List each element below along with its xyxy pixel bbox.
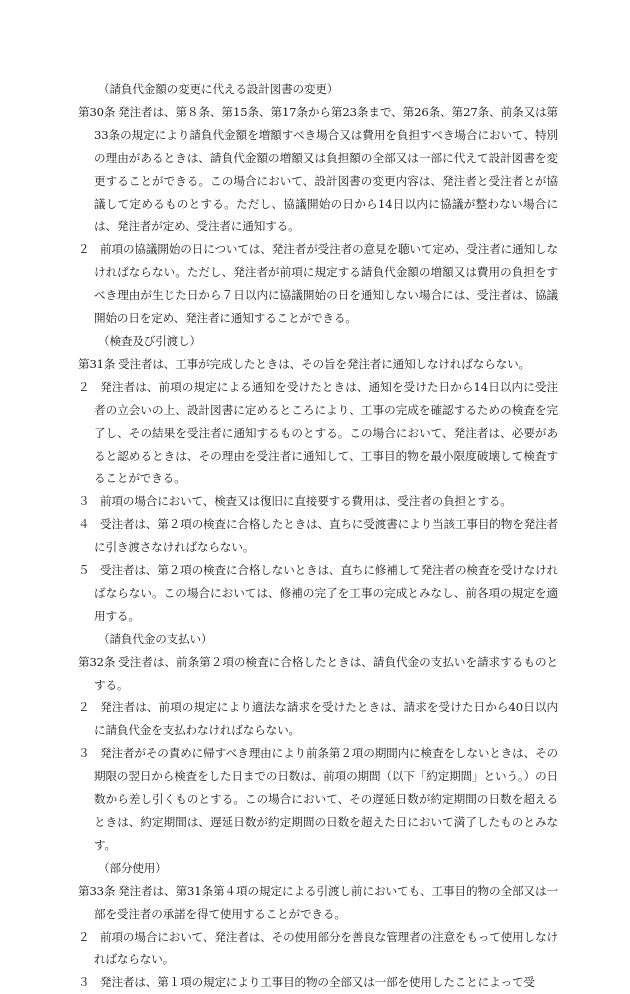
- paragraph-text: 発注者は、前項の規定による通知を受けたときは、通知を受けた日から14日以内に受注者の立会いの上、設計図書に定めるところにより、工事の完成を確認するための検査を完了し、その結果を受注者に通知するものとする。この場合において、発注者は、必要があると認めるときは、その理由を受注者に通知して、工事目的物を最小限度破壊して検査することができる。: [94, 379, 558, 486]
- article-30-text: 発注者は、第８条、第15条、第17条から第23条まで、第26条、第27条、前条又は第33条の規定により請負代金額を増額すべき場合又は費用を負担すべき場合において、特別の理由があるときは、請負代金額の増額又は負担額の全部又は一部に代えて設計図書を変更することができる。この場合において、設計図書の変更内容は、発注者と受注者とが協議して定めるものとする。ただし、協議開始の日から14日以内に協議が整わない場合には、発注者が定め、受注者に通知する。: [94, 104, 558, 234]
- article-31-heading: （検査及び引渡し）: [98, 333, 201, 348]
- paragraph-number: ２: [78, 700, 90, 715]
- paragraph-number: ４: [78, 517, 90, 532]
- paragraph-number: ５: [78, 563, 90, 578]
- paragraph-text: 発注者は、第１項の規定により工事目的物の全部又は一部を使用したことによって受: [100, 975, 535, 990]
- article-32-paragraph-1: [78, 651, 558, 697]
- article-33-number: 第33条: [78, 883, 116, 898]
- paragraph-text: 前項の場合において、検査又は復旧に直接要する費用は、受注者の負担とする。: [100, 494, 512, 509]
- article-31-paragraph-4: [78, 513, 558, 559]
- article-31-paragraph-3: [78, 490, 558, 513]
- article-31-paragraph-1: [78, 353, 558, 376]
- article-30-paragraph-2: [78, 238, 558, 330]
- article-32-text: 受注者は、前条第２項の検査に合格したときは、請負代金の支払いを請求するものとする。: [94, 654, 558, 692]
- article-30-number: 第30条: [78, 104, 116, 119]
- paragraph-text: 前項の協議開始の日については、発注者が受注者の意見を聴いて定め、受注者に通知しなければならない。ただし、発注者が前項に規定する請負代金額の増額又は費用の負担をすべき理由が生じた日から７日以内に協議開始の日を通知しない場合には、受注者は、協議開始の日を定め、発注者に通知することができる。: [94, 242, 558, 326]
- article-33-paragraph-2: [78, 926, 558, 972]
- paragraph-text: 受注者は、第２項の検査に合格しないときは、直ちに修補して発注者の検査を受けなければならない。この場合においては、修補の完了を工事の完成とみなし、前各項の規定を適用する。: [94, 563, 558, 623]
- article-32-paragraph-2: [78, 696, 558, 742]
- article-31-paragraph-2: [78, 376, 558, 491]
- article-30-heading: （請負代金額の変更に代える設計図書の変更）: [98, 82, 339, 96]
- article-30-paragraph-1: [78, 101, 558, 238]
- article-33-heading: （部分使用）: [98, 860, 167, 875]
- paragraph-number: ２: [78, 379, 90, 394]
- paragraph-text: 発注者は、前項の規定により適法な請求を受けたときは、請求を受けた日から40日以内に請負代金を支払わなければならない。: [94, 700, 558, 738]
- paragraph-number: ３: [78, 975, 90, 990]
- paragraph-number: ２: [78, 929, 90, 944]
- article-31-paragraph-5: [78, 559, 558, 628]
- paragraph-number: ３: [78, 494, 90, 509]
- paragraph-text: 受注者は、第２項の検査に合格したときは、直ちに受渡書により当該工事目的物を発注者に引き渡さなければならない。: [94, 517, 558, 555]
- article-32-paragraph-3: [78, 742, 558, 857]
- article-32-heading: （請負代金の支払い）: [98, 631, 213, 646]
- paragraph-text: 発注者がその責めに帰すべき理由により前条第２項の期間内に検査をしないときは、その期限の翌日から検査をした日までの日数は、前項の期間（以下「約定期間」という。）の日数から差し引くものとする。この場合において、その遅延日数が約定期間の日数を超えるときは、約定期間は、遅延日数が約定期間の日数を超えた日において満了したものとみなす。: [94, 746, 558, 852]
- article-33-paragraph-3: [78, 971, 558, 994]
- article-32-number: 第32条: [78, 654, 116, 669]
- paragraph-text: 前項の場合において、発注者は、その使用部分を善良な管理者の注意をもって使用しなければならない。: [94, 929, 558, 967]
- document-page: [78, 78, 558, 994]
- article-31-number: 第31条: [78, 356, 116, 371]
- paragraph-number: ２: [78, 242, 90, 257]
- article-31-text: 受注者は、工事が完成したときは、その旨を発注者に通知しなければならない。: [118, 356, 530, 371]
- paragraph-number: ３: [78, 746, 90, 761]
- article-33-text: 発注者は、第31条第４項の規定による引渡し前においても、工事目的物の全部又は一部を受注者の承諾を得て使用することができる。: [94, 883, 558, 921]
